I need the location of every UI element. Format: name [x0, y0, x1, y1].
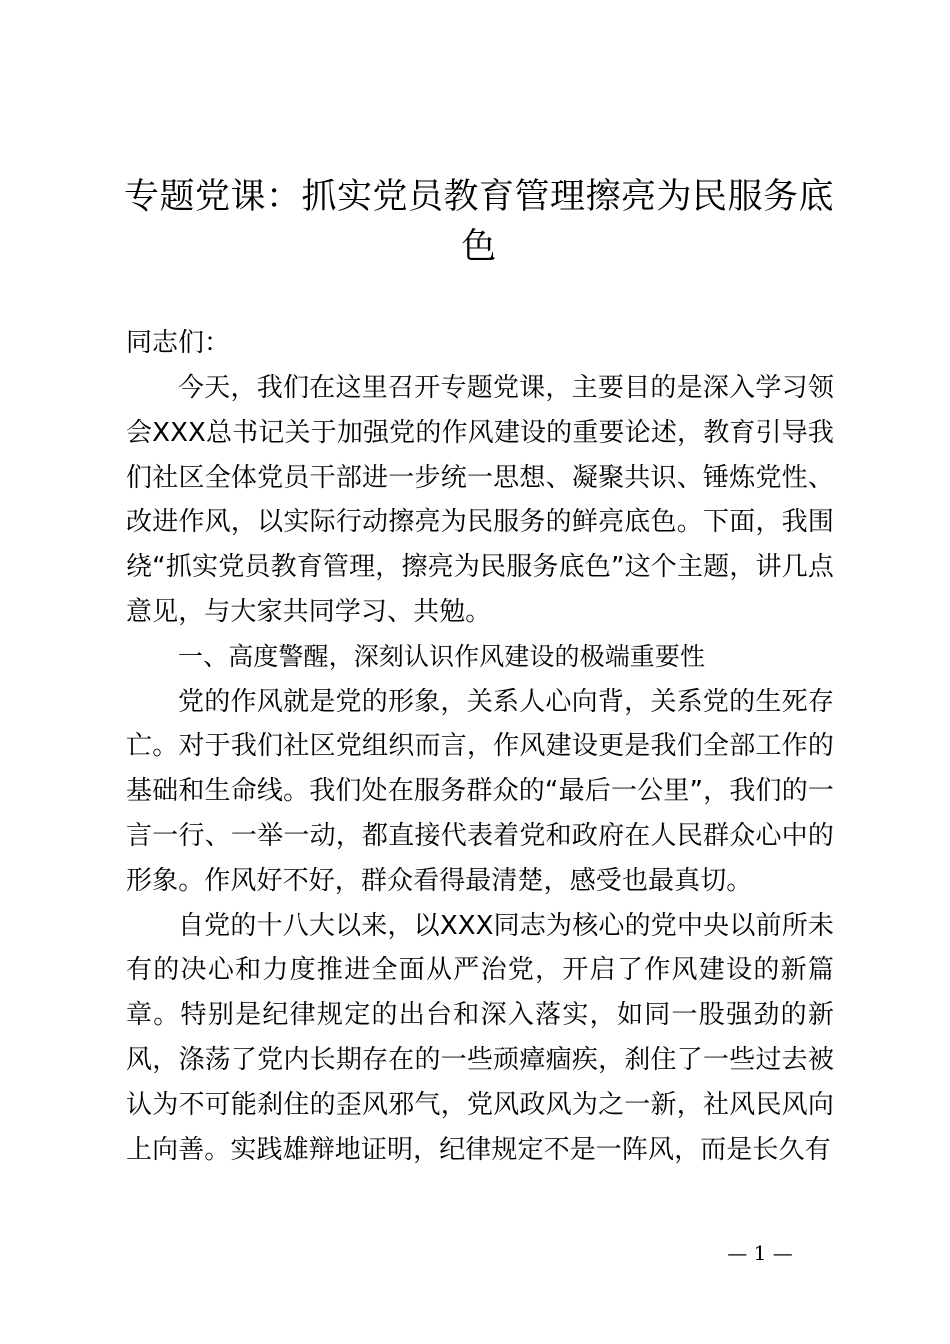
greeting: 同志们： [126, 328, 231, 358]
document-title: 专题党课：抓实党员教育管理擦亮为民服务底色 [123, 177, 834, 267]
page-number: — 1 — [727, 1241, 793, 1265]
paragraph-intro: 今天，我们在这里召开专题党课，主要目的是深入学习领会XXX总书记关于加强党的作风建设的重要论述，教育引导我们社区全体党员干部进一步统一思想、凝聚共识、锤炼党性、改进作风，以实际行动擦亮为民服务的鲜亮底色。下面，我围绕“抓实党员教育管理，擦亮为民服务底色”这个主题，讲几点意见，与大家共同学习、共勉。 [126, 373, 834, 627]
paragraph-since-18th-congress: 自党的十八大以来，以XXX同志为核心的党中央以前所未有的决心和力度推进全面从严治党，开启了作风建设的新篇章。特别是纪律规定的出台和深入落实，如同一股强劲的新风，涤荡了党内长期存在的一些顽瘴痼疾，刹住了一些过去被认为不可能刹住的歪风邪气，党风政风为之一新，社风民风向上向善。实践雄辩地证明，纪律规定不是一阵风，而是长久有 [126, 910, 834, 1165]
section-heading-1: 一、高度警醒，深刻认识作风建设的极端重要性 [178, 641, 706, 671]
paragraph-party-style: 党的作风就是党的形象，关系人心向背，关系党的生死存亡。对于我们社区党组织而言，作风建设更是我们全部工作的基础和生命线。我们处在服务群众的“最后一公里”，我们的一言一行、一举一动，都直接代表着党和政府在人民群众心中的形象。作风好不好，群众看得最清楚，感受也最真切。 [126, 686, 834, 896]
document-body [126, 366, 834, 1172]
